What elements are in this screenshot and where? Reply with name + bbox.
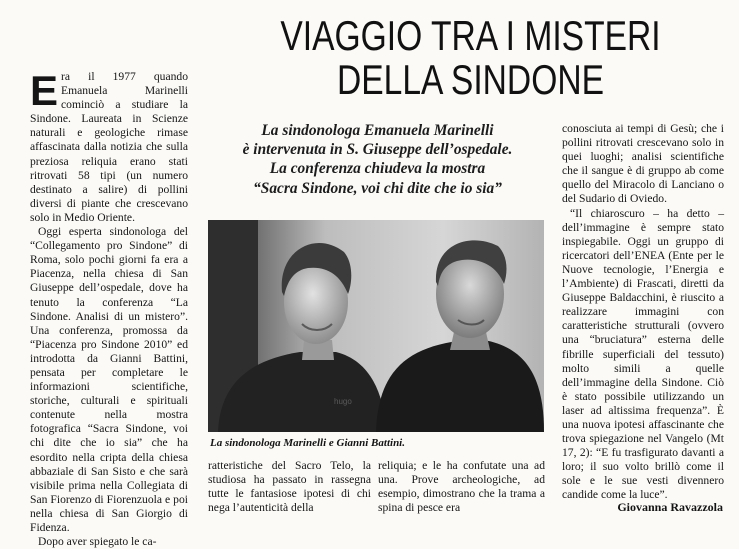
paragraph: Dopo aver spiegato le ca- (38, 535, 157, 549)
author-signature: Giovanna Ravazzola (617, 500, 723, 514)
article-photo (208, 220, 544, 432)
subtitle-line: è intervenuta in S. Giuseppe dell’ospedale. (242, 141, 513, 159)
paragraph: Oggi esperta sindonologa del “Collegamento pro Sindone” di Roma, solo pochi giorni fa era a Piacenza, nella chiesa di San Giuseppe dell’ospedale, dove ha tenuto la conferenza “La Sindone. Analisi di un mistero”. Una conferenza, promossa da “Piacenza pro Sindone 2010” ed introdotta da Gianni Battini, pensata per completare le informazioni scientifiche, storiche, culturali e spirituali contenute nella mostra fotografica “Sacra Sindone, voi chi dite che io sia” che ha esordito nella cripta della chiesa abbaziale di San Sisto e che sarà visibile prima nella Collegiata di San Fiorenzo di Fiorenzuola e poi nella chiesa di San Giorgio di Fidenza. (30, 225, 188, 534)
article-column-4 (562, 122, 724, 502)
drop-cap: E (30, 67, 59, 114)
paragraph: ra il 1977 quando Emanuela Marinelli cominciò a studiare la Sindone. Laureata in Scienze naturali e geologiche rimase affascinata dalla notizia che sulla preziosa reliquia erano stati ritrovati 58 tipi (un numero destinato a salire) di pollini diversi di piante che crescevano solo in Medio Oriente. (30, 70, 188, 224)
paragraph: “Il chiaroscuro – ha detto – dell’immagine è sempre stato inspiegabile. Oggi un gruppo di ricercatori dell’ENEA (Ente per le Nuove tecnologie, l’Energia e l’Ambiente) di Frascati, diretti da Giuseppe Baldacchini, è riuscito a realizzare immagini con caratteristiche strutturali (ovvero una “bruciatura” esterna delle fibrille superficiali del tessuto) molto simili a quelle dell’immagine della Sindone. Ciò è stato possibile utilizzando un laser ad altissima frequenza”. È una nuova ipotesi affascinante che trova spiegazione nel Vangelo (Mt 17, 2): “E fu trasfigurato davanti a loro; il suo volto brillò come il sole e le sue vesti divennero candide come la luce”. (562, 206, 724, 502)
headline (261, 14, 681, 102)
paragraph: conosciuta ai tempi di Gesù; che i pollini ritrovati crescevano solo in quei luoghi; analisi scientifiche che il sangue è di gruppo ab come quello del Miracolo di Lanciano o del Sudario di Oviedo. (562, 122, 724, 206)
headline-line-2: DELLA SINDONE (336, 56, 605, 103)
article-column-1 (30, 67, 188, 549)
paragraph: ratteristiche del Sacro Telo, la studiosa ha passato in rassegna tutte le fantasiose ipotesi di chi nega l’autenticità della (208, 459, 371, 515)
subtitle-line: La sindonologa Emanuela Marinelli (261, 122, 494, 139)
subtitle (210, 121, 545, 198)
article-column-3 (378, 459, 545, 527)
subtitle-line: “Sacra Sindone, voi chi dite che io sia” (253, 179, 502, 197)
paragraph: reliquia; e le ha confutate una ad una. Prove archeologiche, ad esempio, dimostrano che la trama a spina di pesce era (378, 459, 545, 515)
photo-illustration (208, 220, 544, 432)
photo-caption: La sindonologa Marinelli e Gianni Battini. (210, 437, 405, 449)
clothing-logo: hugo (334, 397, 352, 406)
subtitle-line: La conferenza chiudeva la mostra (269, 160, 486, 178)
headline-line-1: VIAGGIO TRA I MISTERI (280, 12, 661, 59)
article-column-2 (208, 459, 371, 527)
